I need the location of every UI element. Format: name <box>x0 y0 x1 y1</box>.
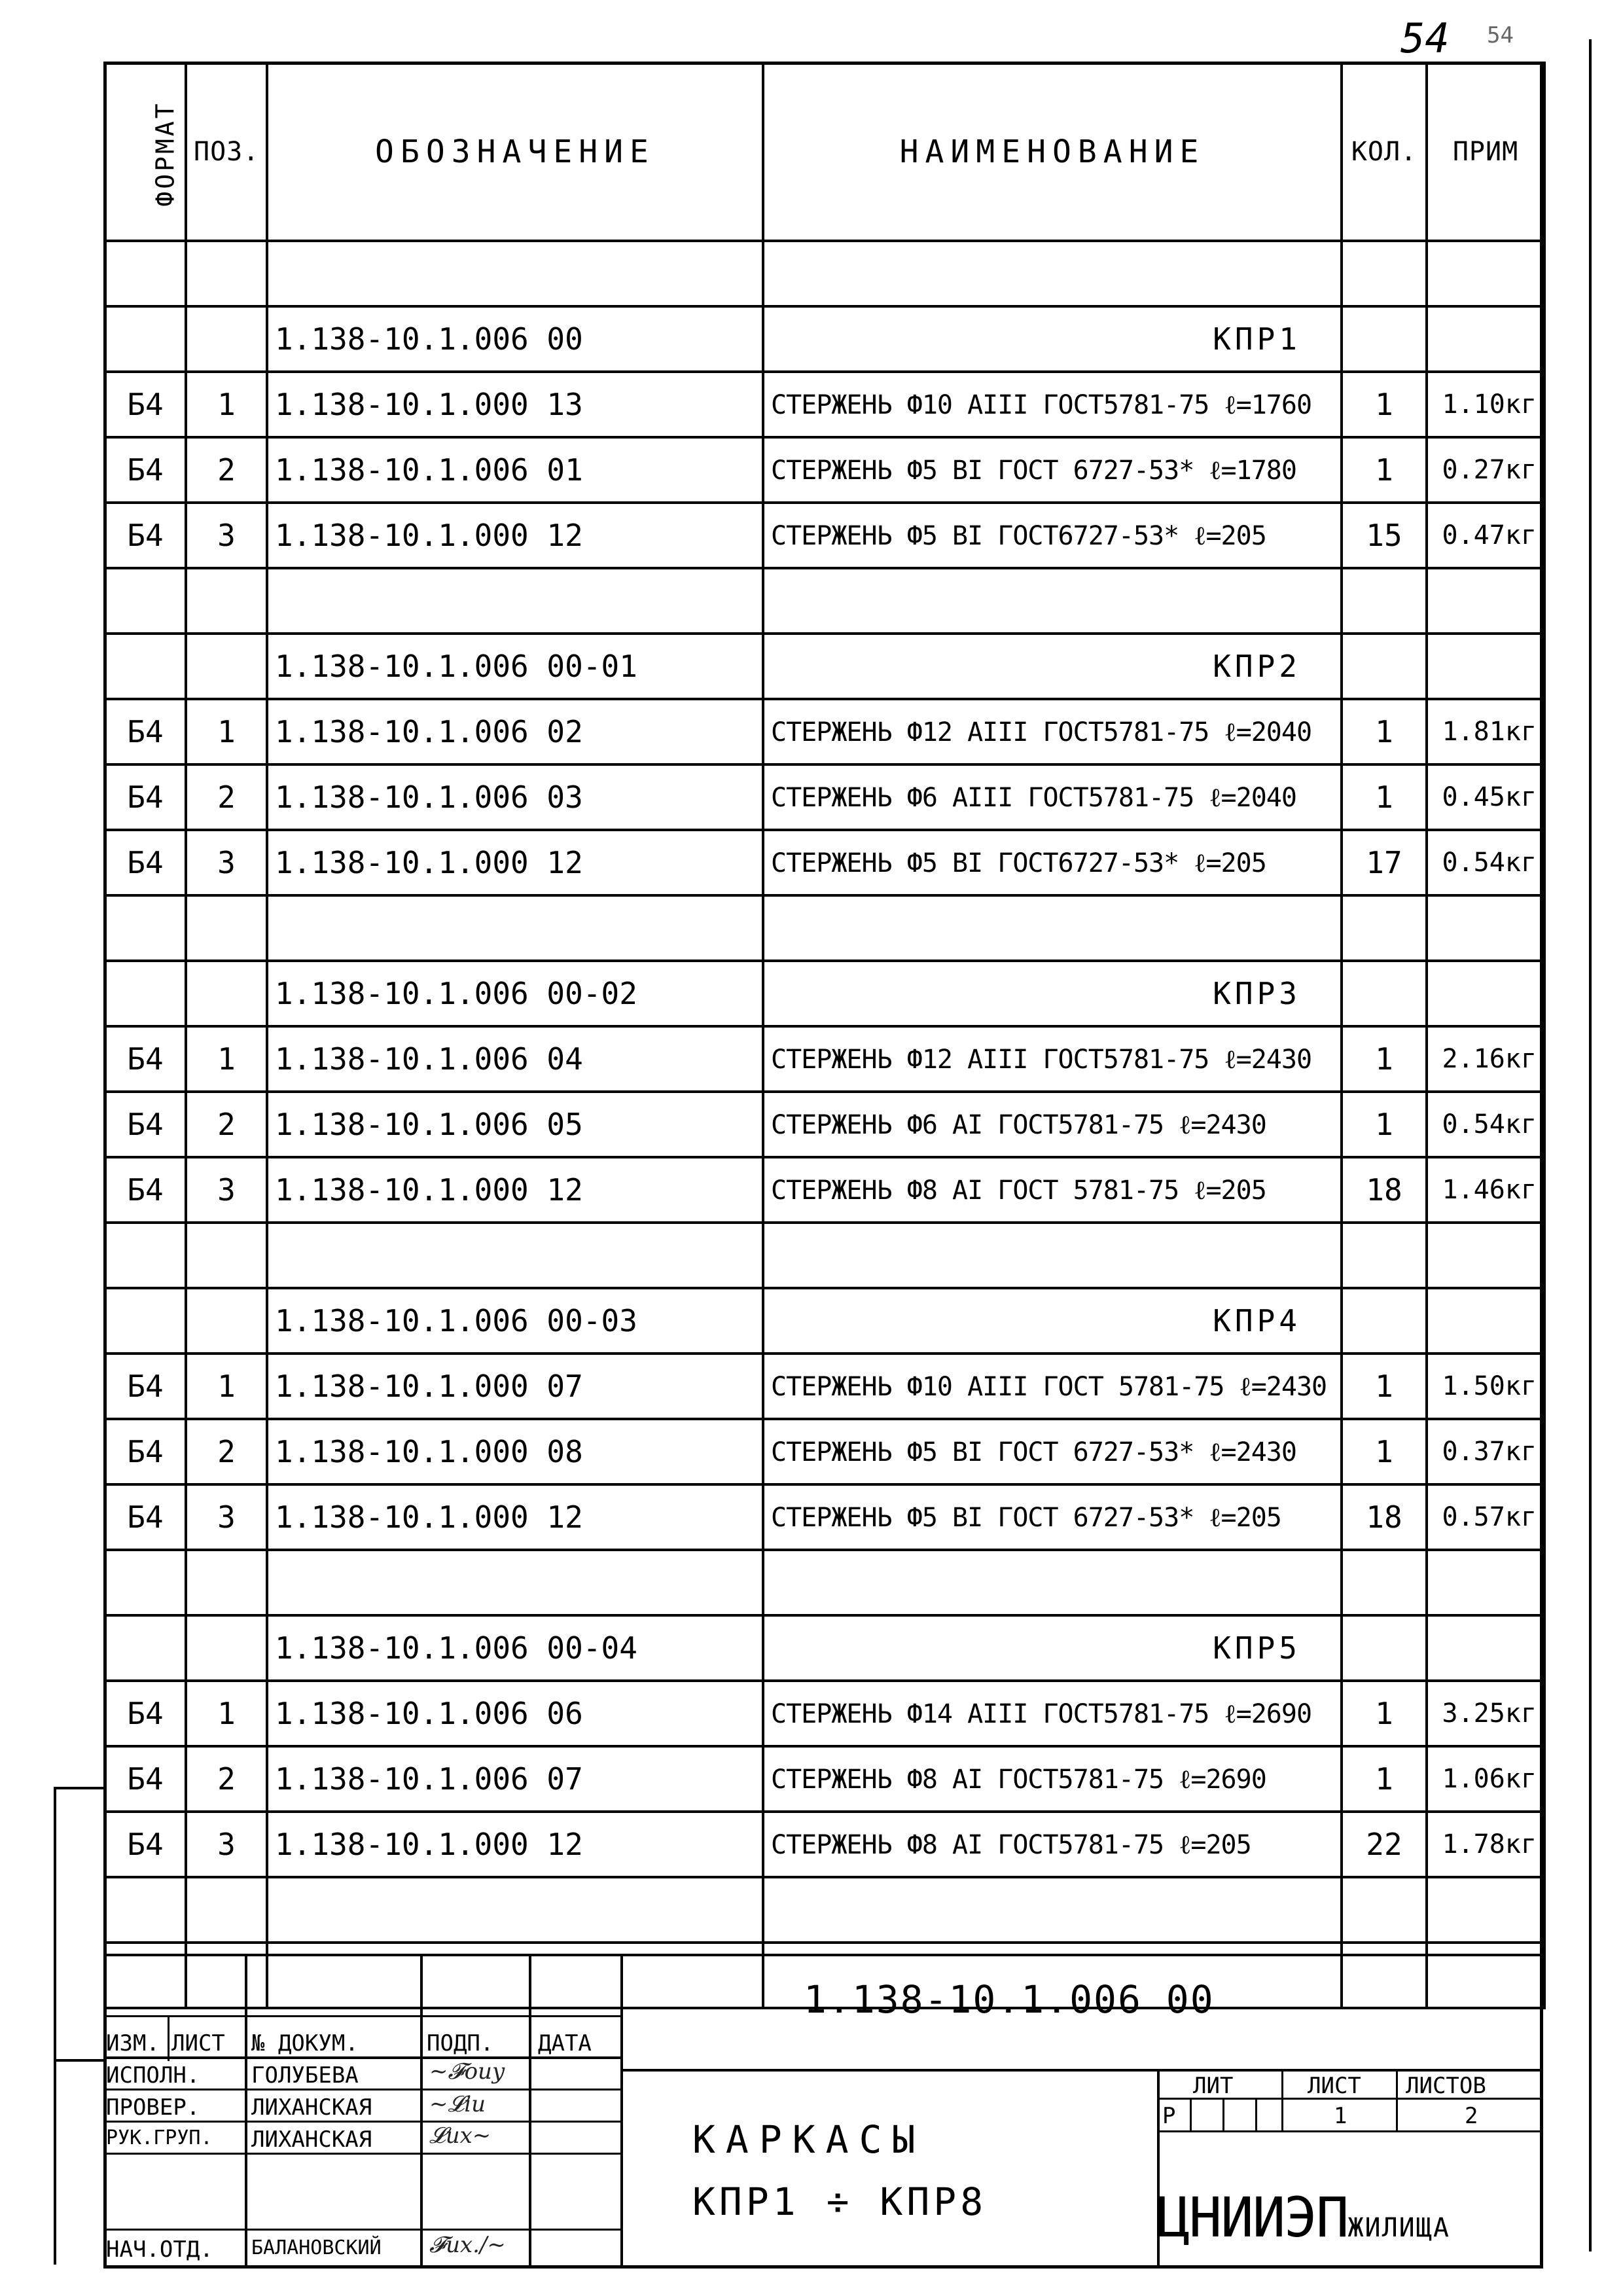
quantity-cell: 1 <box>1342 1419 1427 1484</box>
position-cell: 3 <box>186 1812 267 1877</box>
table-row <box>105 699 1544 764</box>
quantity-cell: 18 <box>1342 1157 1427 1223</box>
header-row <box>105 63 1544 241</box>
empty-cell <box>105 961 186 1026</box>
spacer-row <box>105 241 1544 306</box>
name-executor: ГОЛУБЕВА <box>251 2062 359 2089</box>
empty-cell <box>186 634 267 699</box>
name-cell: СТЕРЖЕНЬ Ф8 АI ГОСТ5781-75 ℓ=205 <box>763 1812 1342 1877</box>
name-cell: СТЕРЖЕНЬ Ф5 BI ГОСТ 6727-53* ℓ=205 <box>763 1484 1342 1550</box>
empty-cell <box>1342 895 1427 961</box>
designation-cell: 1.138-10.1.000 13 <box>267 372 763 437</box>
group-title: КПР1 <box>763 306 1342 372</box>
role-executor: ИСПОЛН. <box>106 2062 200 2089</box>
spacer-row <box>105 1223 1544 1288</box>
name-group-head: ЛИХАНСКАЯ <box>251 2126 372 2153</box>
binding-margin-divider <box>54 2059 103 2062</box>
designation-cell: 1.138-10.1.000 07 <box>267 1354 763 1419</box>
table-row <box>105 1681 1544 1746</box>
name-cell: СТЕРЖЕНЬ Ф5 BI ГОСТ6727-53* ℓ=205 <box>763 503 1342 568</box>
name-cell: СТЕРЖЕНЬ Ф5 BI ГОСТ6727-53* ℓ=205 <box>763 830 1342 895</box>
designation-cell: 1.138-10.1.000 12 <box>267 1157 763 1223</box>
quantity-cell: 1 <box>1342 1681 1427 1746</box>
empty-cell <box>763 1550 1342 1615</box>
col-date: ДАТА <box>538 2030 592 2056</box>
position-cell: 3 <box>186 1157 267 1223</box>
drawing-subtitle: КПР1 ÷ КПР8 <box>692 2179 988 2224</box>
table-row <box>105 830 1544 895</box>
empty-cell <box>267 895 763 961</box>
empty-cell <box>1342 306 1427 372</box>
table-row <box>105 1419 1544 1484</box>
format-cell: Б4 <box>105 1157 186 1223</box>
quantity-cell: 1 <box>1342 1092 1427 1157</box>
designation-cell: 1.138-10.1.000 12 <box>267 1484 763 1550</box>
trim-line <box>1589 39 1592 2251</box>
empty-cell <box>105 634 186 699</box>
empty-cell <box>1342 1615 1427 1681</box>
note-cell: 0.45кг <box>1427 764 1544 830</box>
title-block <box>103 1954 1543 2269</box>
drawing-title: КАРКАСЫ <box>692 2117 926 2162</box>
quantity-cell: 1 <box>1342 1354 1427 1419</box>
designation-cell: 1.138-10.1.000 12 <box>267 1812 763 1877</box>
table-row <box>105 764 1544 830</box>
empty-cell <box>267 568 763 634</box>
name-cell: СТЕРЖЕНЬ Ф8 АI ГОСТ 5781-75 ℓ=205 <box>763 1157 1342 1223</box>
table-row <box>105 1746 1544 1812</box>
format-cell: Б4 <box>105 1681 186 1746</box>
empty-cell <box>267 241 763 306</box>
note-cell: 1.81кг <box>1427 699 1544 764</box>
name-cell: СТЕРЖЕНЬ Ф14 АIII ГОСТ5781-75 ℓ=2690 <box>763 1681 1342 1746</box>
quantity-cell: 18 <box>1342 1484 1427 1550</box>
col-sign: ПОДП. <box>427 2030 494 2056</box>
designation-cell: 1.138-10.1.006 05 <box>267 1092 763 1157</box>
format-cell: Б4 <box>105 503 186 568</box>
position-cell: 1 <box>186 1681 267 1746</box>
sheet-number-copy: 54 <box>1487 22 1514 48</box>
designation-cell: 1.138-10.1.000 08 <box>267 1419 763 1484</box>
empty-cell <box>1342 1223 1427 1288</box>
col-izm: ИЗМ. <box>106 2030 160 2056</box>
designation-cell: 1.138-10.1.000 12 <box>267 503 763 568</box>
position-cell: 3 <box>186 1484 267 1550</box>
position-cell: 2 <box>186 1092 267 1157</box>
empty-cell <box>1342 1550 1427 1615</box>
specification-table <box>103 62 1546 2009</box>
group-header-row <box>105 1288 1544 1354</box>
table-row <box>105 1354 1544 1419</box>
header-designation: ОБОЗНАЧЕНИЕ <box>267 63 763 241</box>
name-cell: СТЕРЖЕНЬ Ф6 АI ГОСТ5781-75 ℓ=2430 <box>763 1092 1342 1157</box>
format-cell: Б4 <box>105 1354 186 1419</box>
name-cell: СТЕРЖЕНЬ Ф8 АI ГОСТ5781-75 ℓ=2690 <box>763 1746 1342 1812</box>
empty-cell <box>186 241 267 306</box>
note-cell: 1.78кг <box>1427 1812 1544 1877</box>
empty-cell <box>105 895 186 961</box>
note-cell: 0.37кг <box>1427 1419 1544 1484</box>
name-dept-head: БАЛАНОВСКИЙ <box>251 2236 382 2259</box>
table-row <box>105 1092 1544 1157</box>
designation-cell: 1.138-10.1.006 01 <box>267 437 763 503</box>
spacer-row <box>105 895 1544 961</box>
quantity-cell: 22 <box>1342 1812 1427 1877</box>
format-cell: Б4 <box>105 1092 186 1157</box>
quantity-cell: 1 <box>1342 1026 1427 1092</box>
format-cell: Б4 <box>105 437 186 503</box>
table-row <box>105 503 1544 568</box>
group-designation: 1.138-10.1.006 00-03 <box>267 1288 763 1354</box>
empty-cell <box>1342 1288 1427 1354</box>
name-cell: СТЕРЖЕНЬ Ф5 BI ГОСТ 6727-53* ℓ=1780 <box>763 437 1342 503</box>
table-row <box>105 1026 1544 1092</box>
header-pos: ПОЗ. <box>186 63 267 241</box>
sheet-number: 54 <box>1400 14 1450 62</box>
name-cell: СТЕРЖЕНЬ Ф12 АIII ГОСТ5781-75 ℓ=2040 <box>763 699 1342 764</box>
empty-cell <box>105 1223 186 1288</box>
empty-cell <box>1427 895 1544 961</box>
position-cell: 2 <box>186 1419 267 1484</box>
group-designation: 1.138-10.1.006 00-02 <box>267 961 763 1026</box>
empty-cell <box>105 1288 186 1354</box>
table-row <box>105 1157 1544 1223</box>
table-row <box>105 1812 1544 1877</box>
designation-cell: 1.138-10.1.000 12 <box>267 830 763 895</box>
note-cell: 0.54кг <box>1427 1092 1544 1157</box>
signature-checker: ∼𝓛iu <box>429 2091 486 2117</box>
empty-cell <box>105 1550 186 1615</box>
empty-cell <box>763 895 1342 961</box>
format-cell: Б4 <box>105 764 186 830</box>
sheet-value: 1 <box>1334 2103 1347 2129</box>
group-designation: 1.138-10.1.006 00-01 <box>267 634 763 699</box>
empty-cell <box>186 961 267 1026</box>
empty-cell <box>186 1877 267 1943</box>
sheets-label: ЛИСТОВ <box>1406 2073 1486 2099</box>
format-cell: Б4 <box>105 1746 186 1812</box>
designation-cell: 1.138-10.1.006 07 <box>267 1746 763 1812</box>
group-header-row <box>105 961 1544 1026</box>
empty-cell <box>186 895 267 961</box>
empty-cell <box>1427 1223 1544 1288</box>
name-cell: СТЕРЖЕНЬ Ф6 АIII ГОСТ5781-75 ℓ=2040 <box>763 764 1342 830</box>
group-designation: 1.138-10.1.006 00-04 <box>267 1615 763 1681</box>
empty-cell <box>1427 1550 1544 1615</box>
empty-cell <box>186 306 267 372</box>
header-name: НАИМЕНОВАНИЕ <box>763 63 1342 241</box>
format-cell: Б4 <box>105 1484 186 1550</box>
empty-cell <box>1427 568 1544 634</box>
group-header-row <box>105 634 1544 699</box>
document-code: 1.138-10.1.006 00 <box>804 1977 1215 2022</box>
signature-group-head: 𝓛ux∼ <box>429 2123 491 2149</box>
empty-cell <box>763 1877 1342 1943</box>
col-doc-no: № ДОКУМ. <box>251 2030 359 2056</box>
name-cell: СТЕРЖЕНЬ Ф12 АIII ГОСТ5781-75 ℓ=2430 <box>763 1026 1342 1092</box>
designation-cell: 1.138-10.1.006 02 <box>267 699 763 764</box>
note-cell: 0.57кг <box>1427 1484 1544 1550</box>
quantity-cell: 1 <box>1342 699 1427 764</box>
lit-label: ЛИТ <box>1193 2073 1234 2099</box>
empty-cell <box>267 1223 763 1288</box>
position-cell: 1 <box>186 1026 267 1092</box>
spacer-row <box>105 1550 1544 1615</box>
format-cell: Б4 <box>105 1419 186 1484</box>
empty-cell <box>105 1615 186 1681</box>
empty-cell <box>105 568 186 634</box>
spacer-row <box>105 568 1544 634</box>
spacer-row <box>105 1877 1544 1943</box>
empty-cell <box>763 1223 1342 1288</box>
header-format: ФОРМАТ <box>105 63 186 241</box>
name-cell: СТЕРЖЕНЬ Ф10 АIII ГОСТ5781-75 ℓ=1760 <box>763 372 1342 437</box>
empty-cell <box>105 1877 186 1943</box>
signature-dept-head: 𝓕ux.∕∼ <box>429 2232 506 2258</box>
empty-cell <box>1427 241 1544 306</box>
empty-cell <box>1342 241 1427 306</box>
table-row <box>105 437 1544 503</box>
position-cell: 1 <box>186 699 267 764</box>
designation-cell: 1.138-10.1.006 06 <box>267 1681 763 1746</box>
designation-cell: 1.138-10.1.006 04 <box>267 1026 763 1092</box>
designation-cell: 1.138-10.1.006 03 <box>267 764 763 830</box>
empty-cell <box>1427 306 1544 372</box>
empty-cell <box>1427 634 1544 699</box>
empty-cell <box>1427 1615 1544 1681</box>
empty-cell <box>1342 1877 1427 1943</box>
sheet-label: ЛИСТ <box>1308 2073 1361 2099</box>
header-note: ПРИМ <box>1427 63 1544 241</box>
name-cell: СТЕРЖЕНЬ Ф5 BI ГОСТ 6727-53* ℓ=2430 <box>763 1419 1342 1484</box>
note-cell: 1.50кг <box>1427 1354 1544 1419</box>
position-cell: 3 <box>186 830 267 895</box>
role-group-head: РУК.ГРУП. <box>106 2126 213 2149</box>
binding-margin <box>54 1787 103 2265</box>
signature-executor: ∼𝓕ouy <box>429 2058 505 2085</box>
position-cell: 1 <box>186 1354 267 1419</box>
empty-cell <box>1427 961 1544 1026</box>
note-cell: 1.46кг <box>1427 1157 1544 1223</box>
format-cell: Б4 <box>105 1812 186 1877</box>
empty-cell <box>763 241 1342 306</box>
empty-cell <box>267 1550 763 1615</box>
group-title: КПР2 <box>763 634 1342 699</box>
quantity-cell: 1 <box>1342 764 1427 830</box>
quantity-cell: 1 <box>1342 1746 1427 1812</box>
empty-cell <box>763 568 1342 634</box>
empty-cell <box>1342 961 1427 1026</box>
organization-subtitle: ЖИЛИЩА <box>1347 2213 1450 2243</box>
group-title: КПР4 <box>763 1288 1342 1354</box>
position-cell: 2 <box>186 764 267 830</box>
empty-cell <box>186 1615 267 1681</box>
name-checker: ЛИХАНСКАЯ <box>251 2094 372 2121</box>
col-list: ЛИСТ <box>171 2030 225 2056</box>
role-dept-head: НАЧ.ОТД. <box>106 2236 213 2263</box>
group-title: КПР3 <box>763 961 1342 1026</box>
format-cell: Б4 <box>105 830 186 895</box>
lit-value: Р <box>1162 2103 1176 2129</box>
organization-name: ЦНИИЭПЖИЛИЩА <box>1157 2185 1450 2250</box>
group-header-row <box>105 306 1544 372</box>
empty-cell <box>186 1223 267 1288</box>
note-cell: 0.47кг <box>1427 503 1544 568</box>
role-checker: ПРОВЕР. <box>106 2094 200 2121</box>
name-cell: СТЕРЖЕНЬ Ф10 АIII ГОСТ 5781-75 ℓ=2430 <box>763 1354 1342 1419</box>
note-cell: 0.27кг <box>1427 437 1544 503</box>
format-cell: Б4 <box>105 699 186 764</box>
empty-cell <box>186 1550 267 1615</box>
note-cell: 2.16кг <box>1427 1026 1544 1092</box>
note-cell: 1.06кг <box>1427 1746 1544 1812</box>
group-title: КПР5 <box>763 1615 1342 1681</box>
note-cell: 3.25кг <box>1427 1681 1544 1746</box>
empty-cell <box>1342 634 1427 699</box>
position-cell: 2 <box>186 437 267 503</box>
position-cell: 3 <box>186 503 267 568</box>
position-cell: 1 <box>186 372 267 437</box>
group-designation: 1.138-10.1.006 00 <box>267 306 763 372</box>
quantity-cell: 1 <box>1342 437 1427 503</box>
quantity-cell: 1 <box>1342 372 1427 437</box>
empty-cell <box>105 306 186 372</box>
empty-cell <box>1427 1288 1544 1354</box>
empty-cell <box>105 241 186 306</box>
empty-cell <box>186 568 267 634</box>
quantity-cell: 15 <box>1342 503 1427 568</box>
table-row <box>105 1484 1544 1550</box>
format-cell: Б4 <box>105 1026 186 1092</box>
group-header-row <box>105 1615 1544 1681</box>
note-cell: 0.54кг <box>1427 830 1544 895</box>
format-cell: Б4 <box>105 372 186 437</box>
empty-cell <box>1427 1877 1544 1943</box>
quantity-cell: 17 <box>1342 830 1427 895</box>
empty-cell <box>186 1288 267 1354</box>
empty-cell <box>1342 568 1427 634</box>
sheets-value: 2 <box>1465 2103 1478 2129</box>
header-qty: КОЛ. <box>1342 63 1427 241</box>
empty-cell <box>267 1877 763 1943</box>
position-cell: 2 <box>186 1746 267 1812</box>
note-cell: 1.10кг <box>1427 372 1544 437</box>
table-row <box>105 372 1544 437</box>
